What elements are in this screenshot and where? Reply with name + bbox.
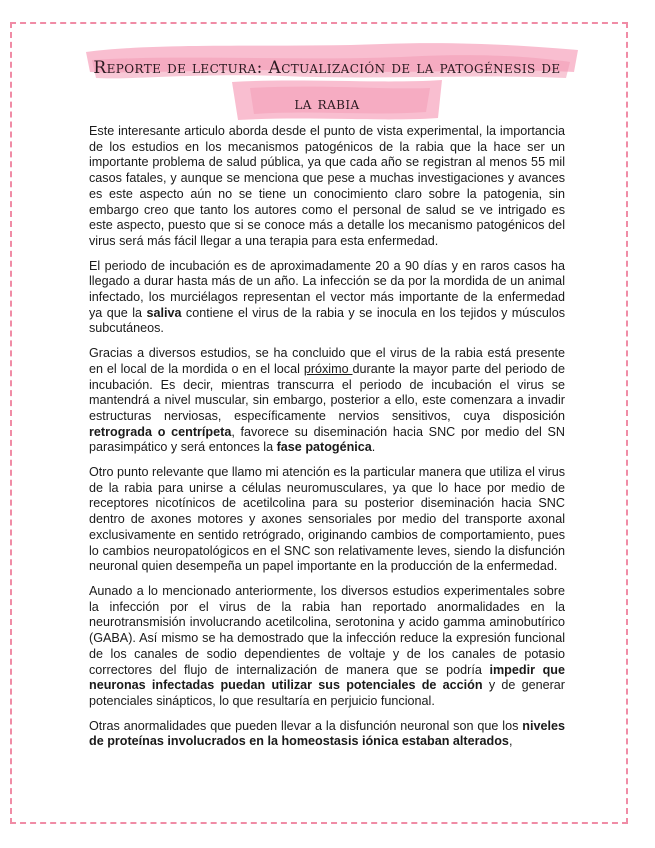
paragraph-text: ,	[508, 734, 513, 749]
paragraph-text: Otro punto relevante que llamo mi atención es la particular manera que utiliza el virus de la rabia para unirse a células neuromusculares, ya que lo hace por medio de receptores nicotínicos de acetilcolina para su posterior diseminación hacia SNC dentro de axones motores y axones sensoriales por medio del transporte axonal exclusivamente en sentido retrógrado, originando cambios de comportamiento, pues lo cambios neuropatológicos en el SNC son relativamente leves, siendo la disfunción neuronal quien desempeña un papel importante en la producción de la enfermedad.	[89, 465, 566, 574]
body-paragraph	[89, 584, 565, 710]
paragraph-text: , favorece su diseminación hacia SNC por medio del SN parasimpático y será entonces la	[89, 424, 565, 455]
body-paragraph	[89, 259, 565, 338]
paragraph-text: contiene el virus de la rabia y se inocula en los tejidos y músculos subcutáneos.	[89, 305, 565, 336]
paragraph-text: durante la mayor parte del periodo de incubación. Es decir, mientras transcurra el periodo de incubación el virus se mantendrá a nivel muscular, sin embargo, posterior a ello, este comenzara a invadir estructuras nerviosas, específicamente nervios sensitivos, cuya disposición	[89, 361, 565, 423]
bold-text: retrograda o centrípeta	[89, 424, 232, 439]
bold-text: impedir que neuronas infectadas puedan utilizar sus potenciales de acción	[89, 662, 565, 693]
paragraph-text: Este interesante articulo aborda desde el punto de vista experimental, la importancia de los estudios en los mecanismos patogénicos de la rabia que la hace ser un importante problema de salud pública, ya que cada año se registran al menos 55 mil casos fatales, y aunque se menciona que pese a muchas investigaciones y avances es este aspecto aún no se tiene un conocimiento claro sobre la patogenia, sin embargo creo que tanto los autores como el personal de salud se ve intrigado es este aspecto, puesto que si se conoce más a detalle los mecanismo patogénicos del virus será más fácil llegar a una terapia para esta enfermedad.	[89, 124, 565, 248]
bold-text: niveles de proteínas involucrados en la homeostasis iónica estaban alterados	[89, 718, 565, 749]
bold-text: fase patogénica	[276, 440, 372, 455]
document-body	[89, 124, 565, 759]
paragraph-text: Aunado a lo mencionado anteriormente, los diversos estudios experimentales sobre la infección por el virus de la rabia han reportado anormalidades en la neurotransmisión involucrando acetilcolina, serotonina y acido gamma aminobutírico (GABA). Así mismo se ha demostrado que la infección reduce la expresión funcional de los canales de sodio dependientes de voltaje y de los canales de potasio correctores del flujo de internalización de manera que se podría	[89, 583, 565, 677]
bold-text: saliva	[146, 305, 182, 320]
paragraph-text: y de generar potenciales sinápticos, lo que resultaría en perjuicio funcional.	[89, 678, 565, 708]
body-paragraph	[89, 346, 565, 456]
body-paragraph	[89, 124, 565, 250]
body-paragraph	[89, 719, 565, 750]
paragraph-text: El periodo de incubación es de aproximadamente 20 a 90 días y en raros casos ha llegado a durar hasta más de un año. La infección se da por la mordida de un animal infectado, los murciélagos representan el vector más importante de la enfermedad ya que la	[89, 258, 565, 320]
body-paragraph	[89, 465, 565, 575]
paragraph-text: .	[371, 440, 376, 455]
document-title: Reporte de lectura: Actualización de la patogénesis de la rabia	[93, 58, 561, 114]
paragraph-text: Gracias a diversos estudios, se ha concluido que el virus de la rabia está presente en el local de la mordida o en el local	[89, 346, 565, 376]
paragraph-text: Otras anormalidades que pueden llevar a la disfunción neuronal son que los	[89, 718, 523, 733]
underlined-text: próximo	[303, 361, 353, 376]
